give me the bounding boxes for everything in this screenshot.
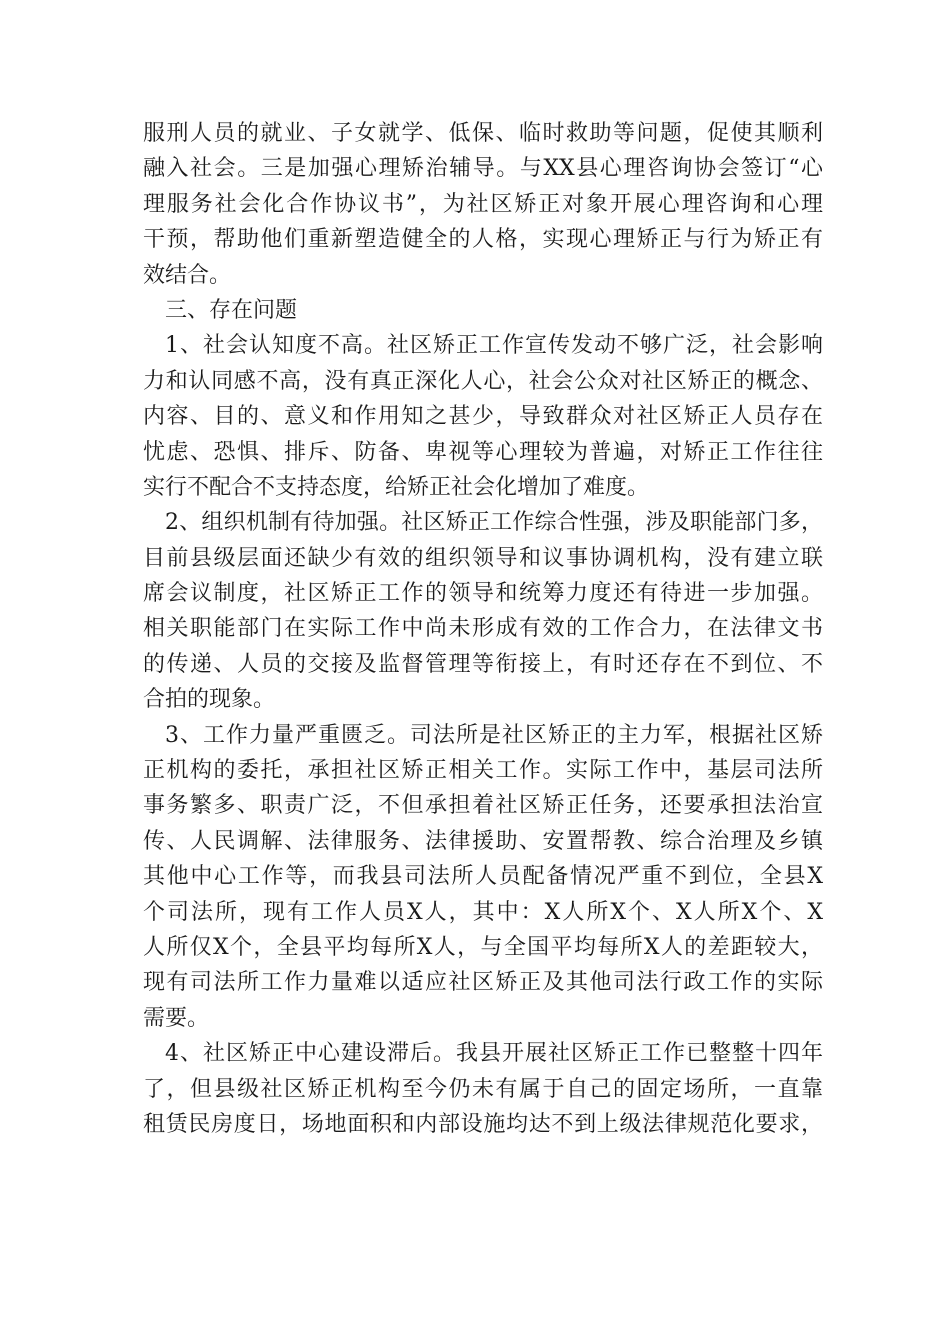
text-line: 效结合。 [143, 262, 232, 288]
text-line: 合拍的现象。 [143, 687, 276, 713]
text-line: 租赁民房度日，场地面积和内部设施均达不到上级法律规范化要求， [143, 1111, 823, 1137]
text-line: 需要。 [143, 1005, 210, 1031]
text-line: 席会议制度，社区矫正工作的领导和统筹力度还有待进一步加强。 [143, 581, 823, 607]
text-line: 传、人民调解、法律服务、法律援助、安置帮教、综合治理及乡镇 [143, 828, 823, 854]
document-body [143, 116, 823, 1142]
text-line: 忧虑、恐惧、排斥、防备、卑视等心理较为普遍，对矫正工作往往 [143, 439, 823, 465]
text-line: 实行不配合不支持态度，给矫正社会化增加了难度。 [143, 474, 650, 500]
text-line: 的传递、人员的交接及监督管理等衔接上，有时还存在不到位、不 [143, 651, 823, 677]
text-line: 事务繁多、职责广泛，不但承担着社区矫正任务，还要承担法治宣 [143, 793, 823, 819]
text-line: 服刑人员的就业、子女就学、低保、临时救助等问题，促使其顺利 [143, 121, 823, 146]
text-line: 个司法所，现有工作人员X人，其中：X人所X个、X人所X个、X [143, 899, 823, 925]
text-line: 正机构的委托，承担社区矫正相关工作。实际工作中，基层司法所 [143, 758, 823, 784]
text-line: 融入社会。三是加强心理矫治辅导。与XX县心理咨询协会签订“心 [143, 156, 823, 182]
text-line: 内容、目的、意义和作用知之甚少，导致群众对社区矫正人员存在 [143, 404, 823, 430]
text-line: 2、组织机制有待加强。社区矫正工作综合性强，涉及职能部门多， [165, 510, 823, 536]
text-line: 人所仅X个，全县平均每所X人，与全国平均每所X人的差距较大， [143, 934, 823, 960]
text-line: 干预，帮助他们重新塑造健全的人格，实现心理矫正与行为矫正有 [143, 227, 823, 253]
text-line: 4、社区矫正中心建设滞后。我县开展社区矫正工作已整整十四年 [165, 1041, 823, 1067]
text-line: 目前县级层面还缺少有效的组织领导和议事协调机构，没有建立联 [143, 545, 823, 571]
section-heading: 三、存在问题 [165, 297, 298, 323]
text-line: 相关职能部门在实际工作中尚未形成有效的工作合力，在法律文书 [143, 616, 823, 642]
text-line: 现有司法所工作力量难以适应社区矫正及其他司法行政工作的实际 [143, 970, 823, 996]
text-line: 理服务社会化合作协议书”，为社区矫正对象开展心理咨询和心理 [143, 191, 823, 217]
text-line: 1、社会认知度不高。社区矫正工作宣传发动不够广泛，社会影响 [165, 333, 823, 359]
text-line: 其他中心工作等，而我县司法所人员配备情况严重不到位，全县X [143, 864, 823, 890]
text-line: 力和认同感不高，没有真正深化人心，社会公众对社区矫正的概念、 [143, 368, 823, 394]
text-line: 了，但县级社区矫正机构至今仍未有属于自己的固定场所，一直靠 [143, 1076, 823, 1102]
text-line: 3、工作力量严重匮乏。司法所是社区矫正的主力军，根据社区矫 [165, 722, 823, 748]
